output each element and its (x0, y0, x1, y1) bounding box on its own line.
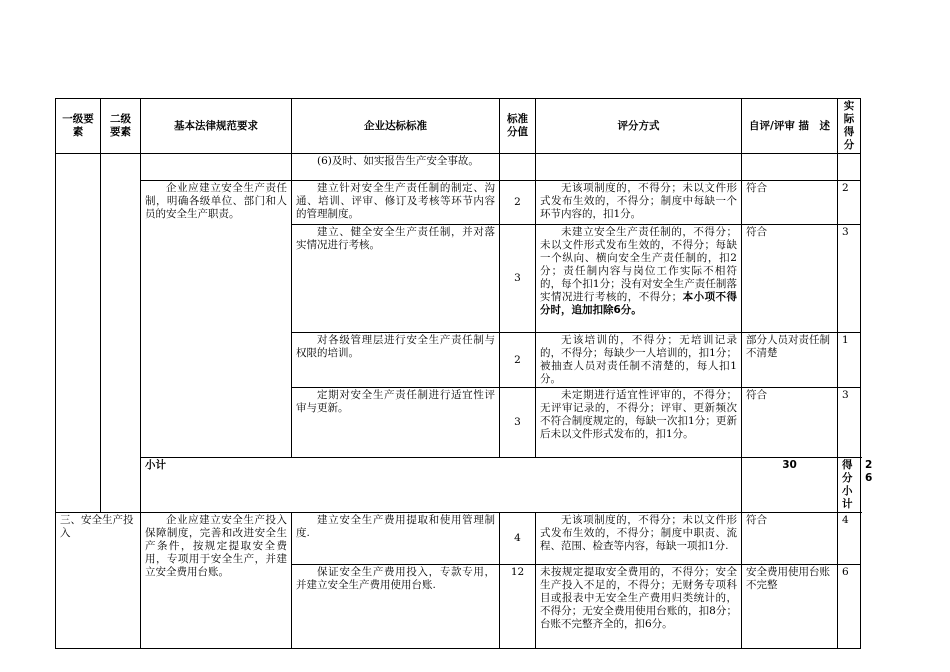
legal-cell (141, 154, 292, 181)
header-legal: 基本法律规范要求 (141, 99, 292, 154)
scoring-bold-text: 本小项不得分时，追加扣除6分。 (540, 291, 738, 316)
header-level1: 一级要素 (56, 99, 101, 154)
standard-cell: 定期对安全生产责任制进行适宜性评审与更新。 (292, 388, 500, 458)
scoring-cell (536, 154, 742, 181)
points-cell: 3 (500, 388, 536, 458)
level1-cell: 三、安全生产投入 (56, 513, 141, 649)
level2-cell (101, 154, 141, 513)
header-standard: 企业达标标准 (292, 99, 500, 154)
review-cell: 部分人员对责任制不清楚 (742, 333, 838, 388)
scoring-cell: 无该项制度的，不得分；未以文件形式发布生效的，不得分；制度中每缺一个环节内容的，扣1分。 (536, 181, 742, 225)
evaluation-table (55, 98, 873, 649)
standard-cell: 建立针对安全生产责任制的制定、沟通、培训、评审、修订及考核等环节内容的管理制度。 (292, 181, 500, 225)
points-cell: 2 (500, 181, 536, 225)
scoring-cell (536, 225, 742, 333)
header-points: 标准分值 (500, 99, 536, 154)
review-cell (742, 154, 838, 181)
subtotal-score-label: 得分小计 (838, 458, 861, 513)
scoring-cell: 未定期进行适宜性评审的，不得分；无评审记录的，不得分；评审、更新频次不符合制度规定的，每缺一次扣1分；更新后未以文件形式发布的，扣1分。 (536, 388, 742, 458)
standard-cell: 保证安全生产费用投入，专款专用，并建立安全生产费用使用台账. (292, 565, 500, 649)
header-score: 实际得分 (838, 99, 861, 154)
review-cell: 符合 (742, 225, 838, 333)
legal-cell: 企业应建立安全生产责任制，明确各级单位、部门和人员的安全生产职责。 (141, 181, 292, 458)
scoring-cell: 无该培训的，不得分；无培训记录的，不得分；每缺少一人培训的，扣1分；被抽查人员对责任制不清楚的，每人扣1分。 (536, 333, 742, 388)
standard-cell: 对各级管理层进行安全生产责任制与权限的培训。 (292, 333, 500, 388)
level1-cell (56, 154, 101, 513)
review-cell: 符合 (742, 513, 838, 565)
table-row (56, 154, 861, 181)
review-cell: 符合 (742, 388, 838, 458)
score-cell: 3 (838, 225, 861, 333)
header-level2: 二级要素 (101, 99, 141, 154)
score-cell: 6 (838, 565, 861, 649)
points-cell: 3 (500, 225, 536, 333)
legal-cell: 企业应建立安全生产投入保障制度，完善和改进安全生产条件，按规定提取安全费用，专项用于安全生产，并建立安全费用台账。 (141, 513, 292, 649)
scoring-text: 未建立安全生产责任制的，不得分；未以文件形式发布生效的，不得分；每缺一个纵向、横向安全生产责任制的，扣2分；责任制内容与岗位工作实际不相符的，每个扣1分；没有对安全生产责任制落实情况进行考核的，不得分； (540, 226, 737, 303)
subtotal-row: 小计 30 得分小计 26 (56, 458, 861, 513)
points-cell (500, 154, 536, 181)
header-review: 自评/评审 描 述 (742, 99, 838, 154)
score-cell: 4 (838, 513, 861, 565)
standard-cell: (6)及时、如实报告生产安全事故。 (292, 154, 500, 181)
score-cell: 1 (838, 333, 861, 388)
scoring-cell: 未按规定提取安全费用的，不得分；安全生产投入不足的，不得分；无财务专项科目或报表中无安全生产费用归类统计的，不得分；无安全费用使用台账的，扣8分；台账不完整齐全的，扣6分。 (536, 565, 742, 649)
subtotal-label: 小计 (141, 458, 742, 513)
table-row (56, 513, 861, 565)
header-scoring: 评分方式 (536, 99, 742, 154)
review-cell: 符合 (742, 181, 838, 225)
score-cell (838, 154, 861, 181)
review-cell: 安全费用使用台账不完整 (742, 565, 838, 649)
header-row (56, 99, 861, 154)
standard-cell: 建立安全生产费用提取和使用管理制度. (292, 513, 500, 565)
score-cell: 3 (838, 388, 861, 458)
standard-cell: 建立、健全安全生产责任制，并对落实情况进行考核。 (292, 225, 500, 333)
table-row (56, 181, 861, 225)
subtotal-points: 30 (742, 458, 838, 513)
points-cell: 4 (500, 513, 536, 565)
score-cell: 2 (838, 181, 861, 225)
points-cell: 2 (500, 333, 536, 388)
scoring-cell: 无该项制度的，不得分；未以文件形式发布生效的，不得分；制度中职责、流程、范围、检查等内容，每缺一项扣1分. (536, 513, 742, 565)
points-cell: 12 (500, 565, 536, 649)
